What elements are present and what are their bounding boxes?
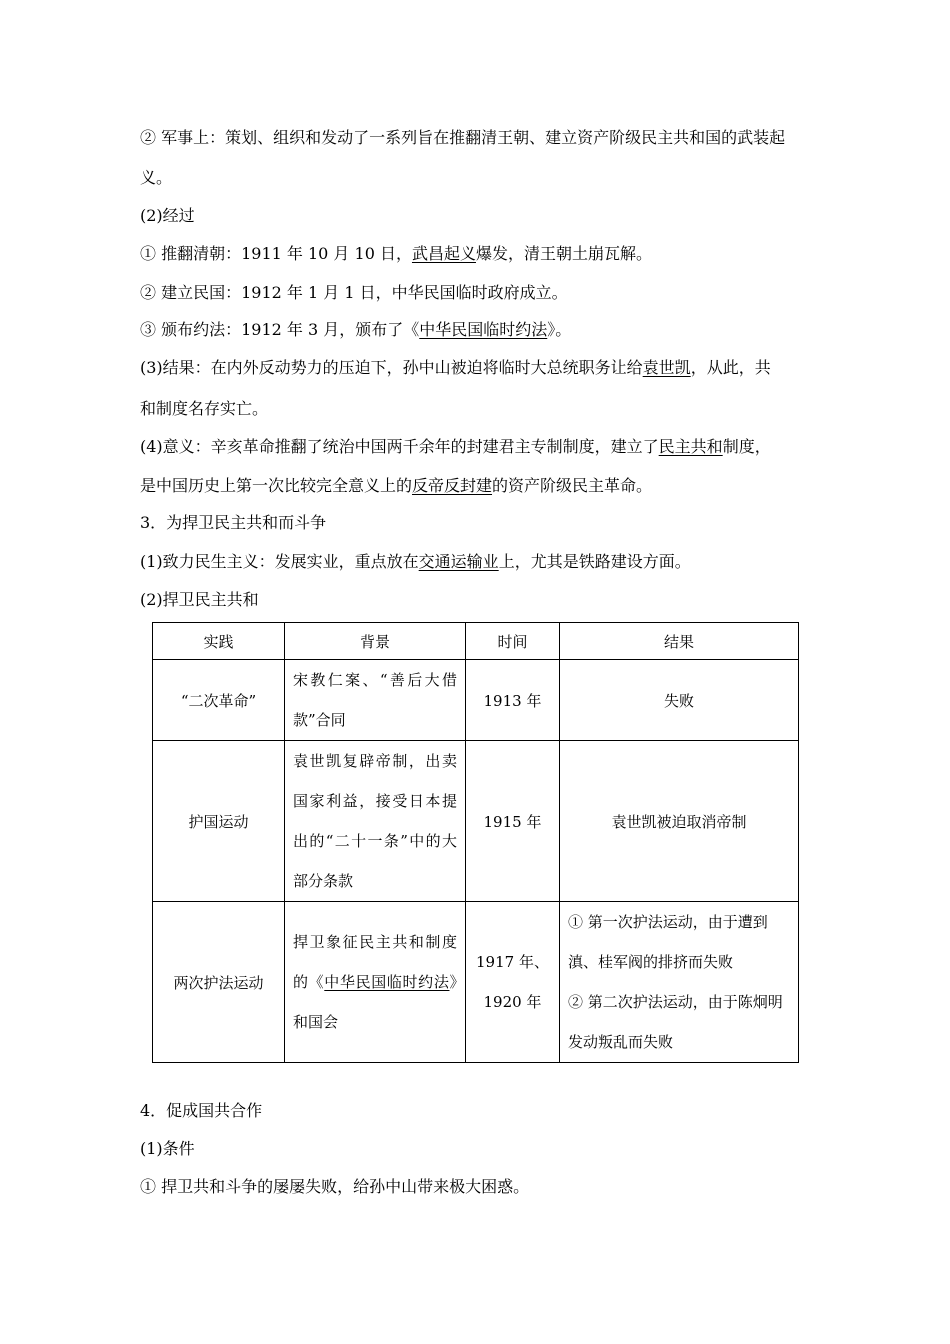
practice-cell: “二次革命”	[153, 660, 285, 741]
meaning-line-cont	[140, 475, 652, 497]
header-background: 背景	[285, 623, 466, 660]
background-text	[293, 922, 457, 1042]
section-4-heading: 4．促成国共合作	[140, 1101, 263, 1120]
header-time: 时间	[466, 623, 560, 660]
background-cell	[285, 660, 466, 741]
meaning-cont-text: 是中国历史上第一次比较完全意义上的	[140, 476, 413, 495]
result-item: ① 第一次护法运动，由于遭到滇、桂军阀的排挤而失败	[568, 913, 768, 971]
establish-line: ② 建立民国：1912 年 1 月 1 日，中华民国临时政府成立。	[140, 283, 568, 302]
time-text: 1917 年、1920 年	[476, 953, 549, 1011]
anti-imperialist-term: 反帝反封建	[412, 476, 493, 495]
result-cell	[560, 902, 799, 1063]
background-text-start: 捍卫象征民主共和制度的《	[293, 933, 457, 991]
background-text: 袁世凯复辟帝制，出卖国家利益，接受日本提出的“二十一条”中的大部分条款	[293, 752, 457, 890]
meaning-line	[140, 436, 771, 458]
military-line-cont: 义。	[140, 168, 173, 187]
result-cell: 袁世凯被迫取消帝制	[560, 741, 799, 902]
constitution-text-end: 》。	[547, 320, 572, 339]
result-line-cont: 和制度名存实亡。	[140, 399, 269, 418]
democratic-republic-term: 民主共和	[658, 437, 723, 456]
livelihood-line	[140, 551, 691, 573]
header-result: 结果	[560, 623, 799, 660]
overthrow-text-end: 爆发，清王朝土崩瓦解。	[475, 244, 652, 263]
practice-cell: 护国运动	[153, 741, 285, 902]
conditions-heading: (1)条件	[140, 1139, 195, 1158]
time-cell: 1913 年	[466, 660, 560, 741]
time-cell	[466, 902, 560, 1063]
provisional-constitution-term: 中华民国临时约法	[324, 973, 450, 991]
military-line: ② 军事上：策划、组织和发动了一系列旨在推翻清王朝、建立资产阶级民主共和国的武装起	[140, 128, 786, 147]
condition-1: ① 捍卫共和斗争的屡屡失败，给孙中山带来极大困惑。	[140, 1177, 530, 1196]
result-text: (3)结果：在内外反动势力的压迫下，孙中山被迫将临时大总统职务让给	[140, 358, 643, 377]
meaning-cont-text-end: 的资产阶级民主革命。	[492, 476, 653, 495]
section-3-heading: 3．为捍卫民主共和而斗争	[140, 513, 327, 532]
background-cell	[285, 902, 466, 1063]
result-cell: 失败	[560, 660, 799, 741]
result-item: ② 第二次护法运动，由于陈炯明发动叛乱而失败	[568, 993, 783, 1051]
constitution-text: ③ 颁布约法：1912 年 3 月，颁布了《	[140, 320, 420, 339]
table-header-row	[153, 623, 799, 660]
table-row	[153, 741, 799, 902]
transportation-term: 交通运输业	[418, 552, 499, 571]
meaning-text: (4)意义：辛亥革命推翻了统治中国两千余年的封建君主专制制度，建立了	[140, 437, 659, 456]
practice-cell: 两次护法运动	[153, 902, 285, 1063]
table-row	[153, 902, 799, 1063]
yuan-shikai-term: 袁世凯	[642, 358, 691, 377]
livelihood-text-end: 上，尤其是铁路建设方面。	[498, 552, 691, 571]
wuchang-uprising-term: 武昌起义	[411, 244, 476, 263]
constitution-line	[140, 319, 571, 341]
provisional-constitution-term: 中华民国临时约法	[419, 320, 548, 339]
time-cell: 1915 年	[466, 741, 560, 902]
livelihood-text: (1)致力民生主义：发展实业，重点放在	[140, 552, 419, 571]
header-practice: 实践	[153, 623, 285, 660]
defend-heading: (2)捍卫民主共和	[140, 590, 259, 609]
process-heading: (2)经过	[140, 206, 195, 225]
struggle-table	[152, 622, 799, 1063]
overthrow-text: ① 推翻清朝：1911 年 10 月 10 日，	[140, 244, 412, 263]
background-text: 宋教仁案、“善后大借款”合同	[293, 671, 457, 729]
result-line	[140, 357, 771, 379]
result-text-end: ，从此，共	[690, 358, 771, 377]
background-cell	[285, 741, 466, 902]
background-text-end: 》和国会	[293, 973, 457, 1031]
table-row	[153, 660, 799, 741]
overthrow-line	[140, 243, 652, 265]
meaning-text-end: 制度，	[722, 437, 771, 456]
